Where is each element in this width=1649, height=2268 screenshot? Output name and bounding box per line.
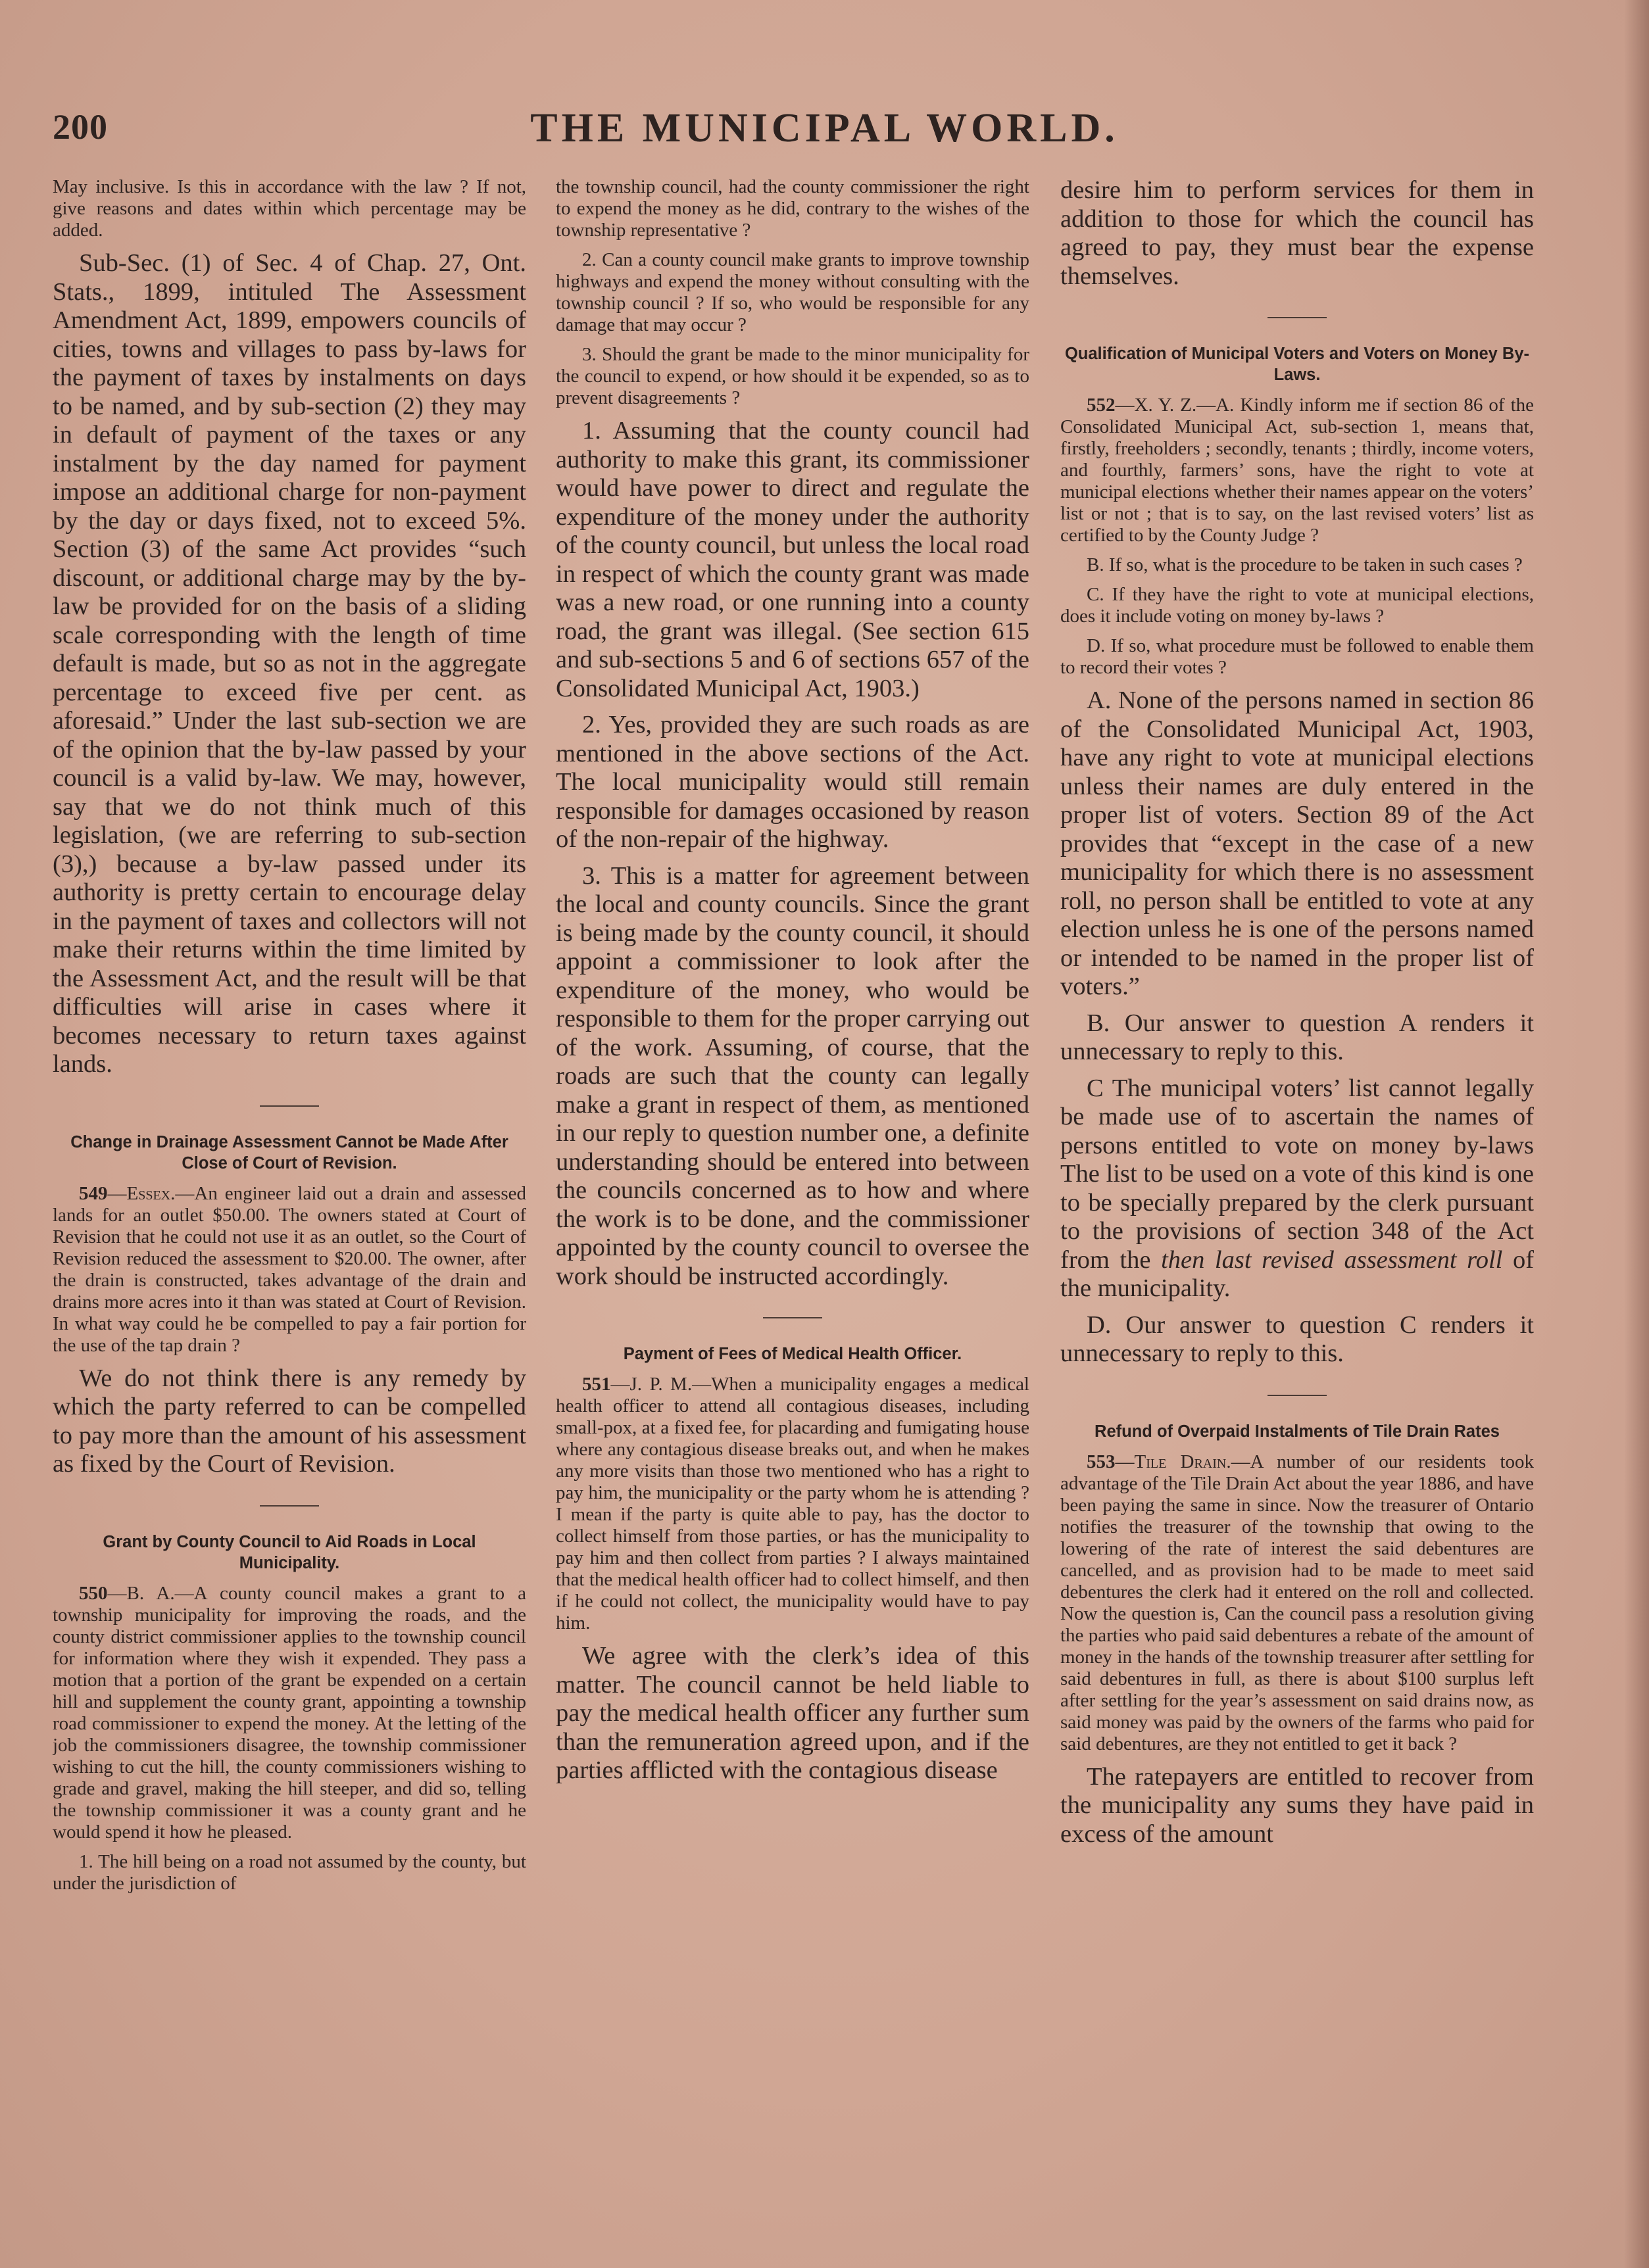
answer-part-3: 3. This is a matter for agreement between the local and county councils. Since the grant is being made by the county council, it should appoint a commissioner to look after the expenditure of the money, who would be responsible to them for the proper carrying out of the work. Assuming, of course, that the roads are such that the county can legally make a grant in respect of them, as mentioned in our reply to question number one, a definite understanding should be entered into between the councils concerned as to how and where the work is to be done, and the commissioner appointed by the county council to oversee the work should be instructed accordingly. <box>556 861 1029 1290</box>
question-part-2: 2. Can a county council make grants to improve township highways and expend the money without consulting with the township council ? If so, who would be responsible for any damage that may occur ? <box>556 249 1029 335</box>
column-3 <box>1060 176 1534 2182</box>
section-divider <box>1268 1395 1327 1396</box>
paragraph: May inclusive. Is this in accordance with the law ? If not, give reasons and dates within which percentage may be added. <box>53 176 526 241</box>
question-sender: —Tile Drain. <box>1115 1451 1231 1472</box>
question-part-3: 3. Should the grant be made to the minor municipality for the council to expend, or how should it be expended, so as to prevent disagreements ? <box>556 344 1029 408</box>
question-part-b: B. If so, what is the procedure to be taken in such cases ? <box>1087 554 1523 575</box>
paragraph: desire him to perform services for them in addition to those for which the council has agreed to pay, they must bear the expense themselves. <box>1060 176 1534 290</box>
page-edge-shadow <box>1624 0 1649 2268</box>
paragraph: the township council, had the county commissioner the right to expend the money as he did, contrary to the wishes of the township representative ? <box>556 176 1029 241</box>
answer-551: We agree with the clerk’s idea of this matter. The council cannot be held liable to pay the medical health officer any further sum than the remuneration agreed upon, and if the parties afflicted with the contagious disease <box>556 1642 1029 1784</box>
answer-part-2: 2. Yes, provided they are such roads as are mentioned in the above sections of the Act. The local municipality would still remain responsible for damages occasioned by reason of the non-repair of the highway. <box>556 711 1029 853</box>
answer-text: of the municipality. <box>1060 1245 1534 1302</box>
answer-part-d: D. Our answer to question C renders it unnecessary to reply to this. <box>1060 1311 1534 1367</box>
section-heading: Payment of Fees of Medical Health Officer. <box>623 1345 962 1363</box>
question-sender: —Essex. <box>107 1182 176 1204</box>
section-heading: Grant by County Council to Aid Roads in Local Municipality. <box>103 1532 476 1572</box>
italic-phrase: then last revised assessment roll <box>1161 1245 1503 1274</box>
question-550-part-1: 1. The hill being on a road not assumed by the county, but under the jurisdiction of <box>53 1850 526 1894</box>
question-text: —J. P. M.—When a municipality engages a medical health officer to attend all contagious diseases, including small-pox, at a fixed fee, for placarding and fumigating house where any contagious disease breaks out, and when he makes any more visits than those two mentioned who has a right to pay him, the municipality or the party whom he is attending ? I mean if the party is quite able to pay, has the doctor to collect himself from those parties, or has the municipality to pay him and then collect from parties ? I always maintained that the medical health officer had to collect himself, and then if he could not collect, the municipality would have to pay him. <box>556 1374 1029 1633</box>
section-heading: Refund of Overpaid Instalments of Tile Drain Rates <box>1095 1422 1500 1441</box>
section-divider <box>1268 317 1327 318</box>
masthead-title: THE MUNICIPAL WORLD. <box>530 106 1119 151</box>
question-text: —X. Y. Z.—A. Kindly inform me if section 86 of the Consolidated Municipal Act, sub-section 1, means that, firstly, freeholders ; secondly, tenants ; thirdly, income voters, and fourthly, farmers’ sons, have the right to vote at municipal elections whether their names appear on the voters’ list or not ; that is to say, on the last revised voters’ list as certified to by the County Judge ? <box>1060 395 1534 546</box>
section-heading: Qualification of Municipal Voters and Voters on Money By-Laws. <box>1064 345 1530 384</box>
section-divider <box>260 1505 319 1507</box>
question-text: —A number of our residents took advantage of the Tile Drain Act about the year 1886, and have been paying the same in since. Now the treasurer of Ontario notifies the treasurer of the township that owing to the lowering of the rate of interest the said debentures are cancelled, and as provision had to be made to meet said debentures the clerk had it entered on the roll and collected. Now the question is, Can the council pass a resolution giving the parties who paid said debentures a rebate of the amount of money in the hands of the township treasurer after settling for said debentures in full, as there is about $100 surplus left after settling for the year’s assessment on said drains now, as said money was paid by the owners of the farms who paid for said debentures, are they not entitled to get it back ? <box>1060 1451 1534 1754</box>
answer-paragraph: Sub-Sec. (1) of Sec. 4 of Chap. 27, Ont. Stats., 1899, intituled The Assessment Amendment Act, 1899, empowers councils of cities, towns and villages to pass by-laws for the payment of taxes by instalments on days to be named, and by sub-section (2) they may in default of payment of the taxes or any instalment by the day named for payment impose an additional charge for non-payment by the day or days fixed, not to exceed 5%. Section (3) of the same Act provides “such discount, or additional charge may by the by-law be provided for on the basis of a sliding scale corresponding with the length of time default is made, but so as not in the aggregate percentage to exceed five per cent. as aforesaid.” Under the last sub-section we are of the opinion that the by-law passed by your council is a valid by-law. We may, however, say that we do not think much of this legislation, (we are referring to sub-section (3),) because a by-law passed under its authority is pretty certain to encourage delay in the payment of taxes and collectors will not make their returns within the time limited by the Assessment Act, and the result will be that difficulties will arise in cases where it becomes necessary to return taxes against lands. <box>53 249 526 1078</box>
section-heading: Change in Drainage Assessment Cannot be Made After Close of Court of Revision. <box>70 1132 508 1172</box>
question-number: 553 <box>1087 1451 1116 1472</box>
question-553 <box>1060 1451 1534 1755</box>
question-549 <box>53 1183 526 1357</box>
answer-part-1: 1. Assuming that the county council had authority to make this grant, its commissioner would have power to direct and regulate the expenditure of the money under the authority of the county council, but unless the local road in respect of which the county grant was made was a new road, or one running into a county road, the grant was illegal. (See section 615 and sub-sections 5 and 6 of sections 657 of the Consolidated Municipal Act, 1903.) <box>556 417 1029 702</box>
question-552 <box>1060 395 1534 546</box>
answer-549: We do not think there is any remedy by which the party referred to can be compelled to pay more than the amount of his assessment as fixed by the Court of Revision. <box>53 1364 526 1478</box>
answer-text: C The municipal voters’ list cannot legally be made use of to ascertain the names of persons entitled to vote on money by-laws The list to be used on a vote of this kind is one to be specially prepared by the clerk pursuant to the provisions of section 348 of the Act from the <box>1060 1074 1534 1274</box>
question-text: —An engineer laid out a drain and assessed lands for an outlet $50.00. The owners stated at Court of Revision that he could not use it as an outlet, so the Court of Revision reduced the assessment to $20.00. The owner, after the drain is constructed, takes advantage of the drain and drains more acres into it than was stated at Court of Revision. In what way could he be compelled to pay a fair portion for the use of the tap drain ? <box>53 1182 526 1356</box>
question-text: —B. A.—A county council makes a grant to a township municipality for improving the roads, and the county district commissioner applies to the township council for information where they wish it expended. They pass a motion that a portion of the grant be expended on a certain hill and supplement the county grant, appointing a township road commissioner to expend the money. At the letting of the job the commissioners disagree, the township commissioner wishing to cut the hill, the county commissioners wishing to grade and gravel, making the hill steeper, and did so, telling the township commissioner it was a county grant and he would spend it how he pleased. <box>53 1582 526 1843</box>
question-part-c: C. If they have the right to vote at municipal elections, does it include voting on money by-laws ? <box>1060 584 1534 627</box>
question-551 <box>556 1374 1029 1634</box>
section-divider <box>763 1317 822 1318</box>
column-1 <box>53 176 526 2182</box>
column-2 <box>556 176 1029 2182</box>
page-number: 200 <box>53 107 108 147</box>
question-part-d: D. If so, what procedure must be followed to enable them to record their votes ? <box>1060 635 1534 678</box>
answer-553: The ratepayers are entitled to recover from the municipality any sums they have paid in excess of the amount <box>1060 1762 1534 1848</box>
question-number: 551 <box>582 1374 611 1395</box>
answer-part-c <box>1060 1074 1534 1303</box>
question-number: 552 <box>1087 395 1116 416</box>
answer-part-b: B. Our answer to question A renders it unnecessary to reply to this. <box>1060 1009 1534 1065</box>
question-number: 550 <box>79 1582 108 1604</box>
question-number: 549 <box>79 1182 108 1204</box>
question-550 <box>53 1583 526 1843</box>
answer-part-a: A. None of the persons named in section 86 of the Consolidated Municipal Act, 1903, have any right to vote at municipal elections unless their names are duly entered in the proper list of voters. Section 89 of the Act provides that “except in the case of a new municipality for which there is no assessment roll, no person shall be entitled to vote at any election unless he is one of the persons named or intended to be named in the proper list of voters.” <box>1060 687 1534 1000</box>
section-divider <box>260 1105 319 1107</box>
